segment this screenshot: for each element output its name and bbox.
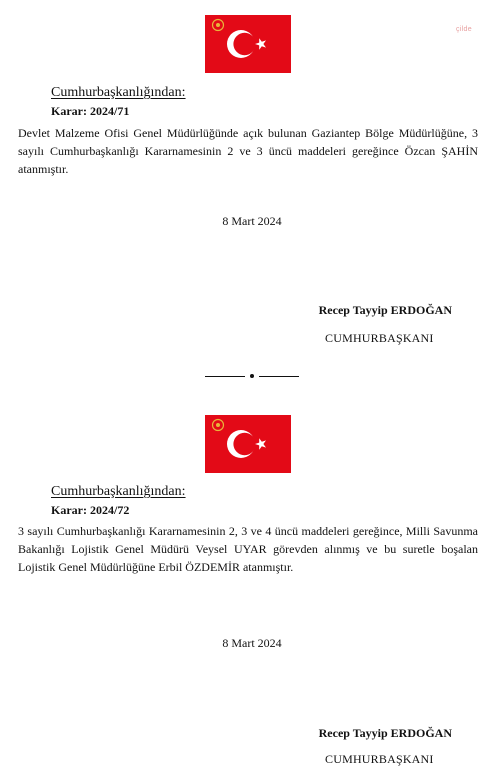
divider-line-left [205, 376, 245, 377]
issuer-heading: Cumhurbaşkanlığından: [51, 484, 186, 499]
signer-title: CUMHURBAŞKANI [325, 331, 434, 345]
signer-name: Recep Tayyip ERDOĞAN [318, 303, 452, 317]
divider-dot [250, 374, 254, 378]
signer-title: CUMHURBAŞKANI [325, 752, 434, 766]
decision-date: 8 Mart 2024 [222, 636, 282, 650]
decision-number: Karar: 2024/71 [51, 104, 130, 118]
divider-line-right [259, 376, 299, 377]
issuer-heading: Cumhurbaşkanlığından: [51, 85, 186, 100]
turkish-flag-icon [205, 15, 291, 73]
decision-body: 3 sayılı Cumhurbaşkanlığı Kararnamesinin 2, 3 ve 4 üncü maddeleri gereğince, Milli Savunma Bakanlığı Lojistik Genel Müdürü Veysel UYAR görevden alınmış ve bu suretle boşalan Lojistik Genel Müdürlüğüne Erbil ÖZDEMİR atanmıştır. [18, 524, 478, 574]
decision-number: Karar: 2024/72 [51, 503, 130, 517]
decision-date: 8 Mart 2024 [222, 214, 282, 228]
signer-name: Recep Tayyip ERDOĞAN [318, 726, 452, 740]
turkish-flag-icon [205, 415, 291, 473]
section-divider [0, 374, 504, 378]
decision-body: Devlet Malzeme Ofisi Genel Müdürlüğünde açık bulunan Gaziantep Bölge Müdürlüğüne, 3 sayılı Cumhurbaşkanlığı Kararnamesinin 2 ve 3 üncü maddeleri gereğince Özcan ŞAHİN atanmıştır. [18, 126, 478, 176]
watermark-text: çilde [456, 26, 472, 33]
